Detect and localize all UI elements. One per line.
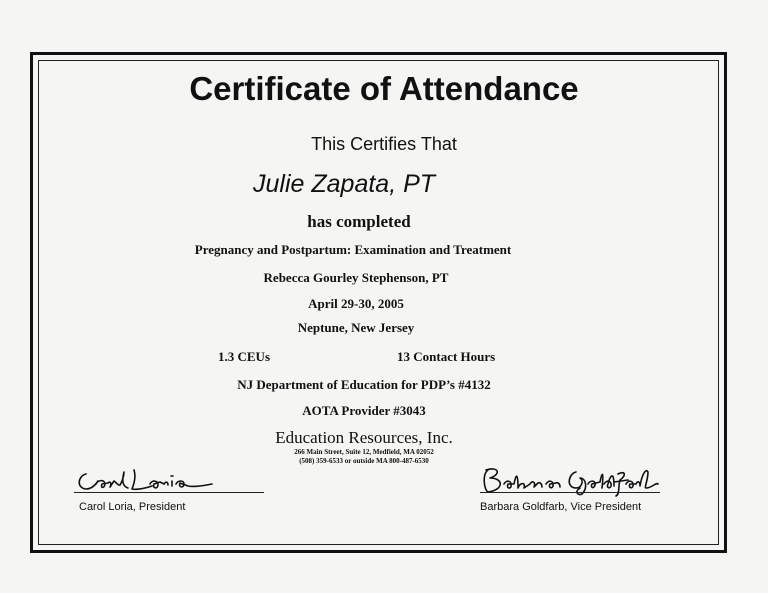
pdp-provider: NJ Department of Education for PDP’s #4132 [237, 377, 491, 392]
contact-hours-value: 13 Contact Hours [397, 349, 496, 364]
left-signature-line [74, 492, 264, 493]
has-completed-text: has completed [307, 212, 411, 231]
address-line-1: 266 Main Street, Suite 12, Medfield, MA 02052 [294, 448, 434, 456]
course-date: April 29-30, 2005 [308, 296, 404, 311]
recipient-name: Julie Zapata, PT [253, 170, 436, 198]
signature-carol-loria [72, 462, 222, 496]
address-line-2: (508) 359-6533 or outside MA 800-487-6530 [299, 457, 429, 465]
aota-provider: AOTA Provider #3043 [302, 403, 426, 418]
left-signatory-name: Carol Loria, President [79, 501, 186, 513]
certificate-title: Certificate of Attendance [189, 70, 579, 107]
right-signatory-name: Barbara Goldfarb, Vice President [480, 501, 642, 513]
right-signature-line [480, 492, 660, 493]
course-title: Pregnancy and Postpartum: Examination and Treatment [194, 242, 512, 257]
organization-name: Education Resources, Inc. [275, 428, 453, 447]
certifies-that-text: This Certifies That [311, 134, 457, 154]
instructor-name: Rebecca Gourley Stephenson, PT [263, 270, 449, 285]
ceus-value: 1.3 CEUs [218, 349, 271, 364]
course-location: Neptune, New Jersey [297, 320, 415, 335]
